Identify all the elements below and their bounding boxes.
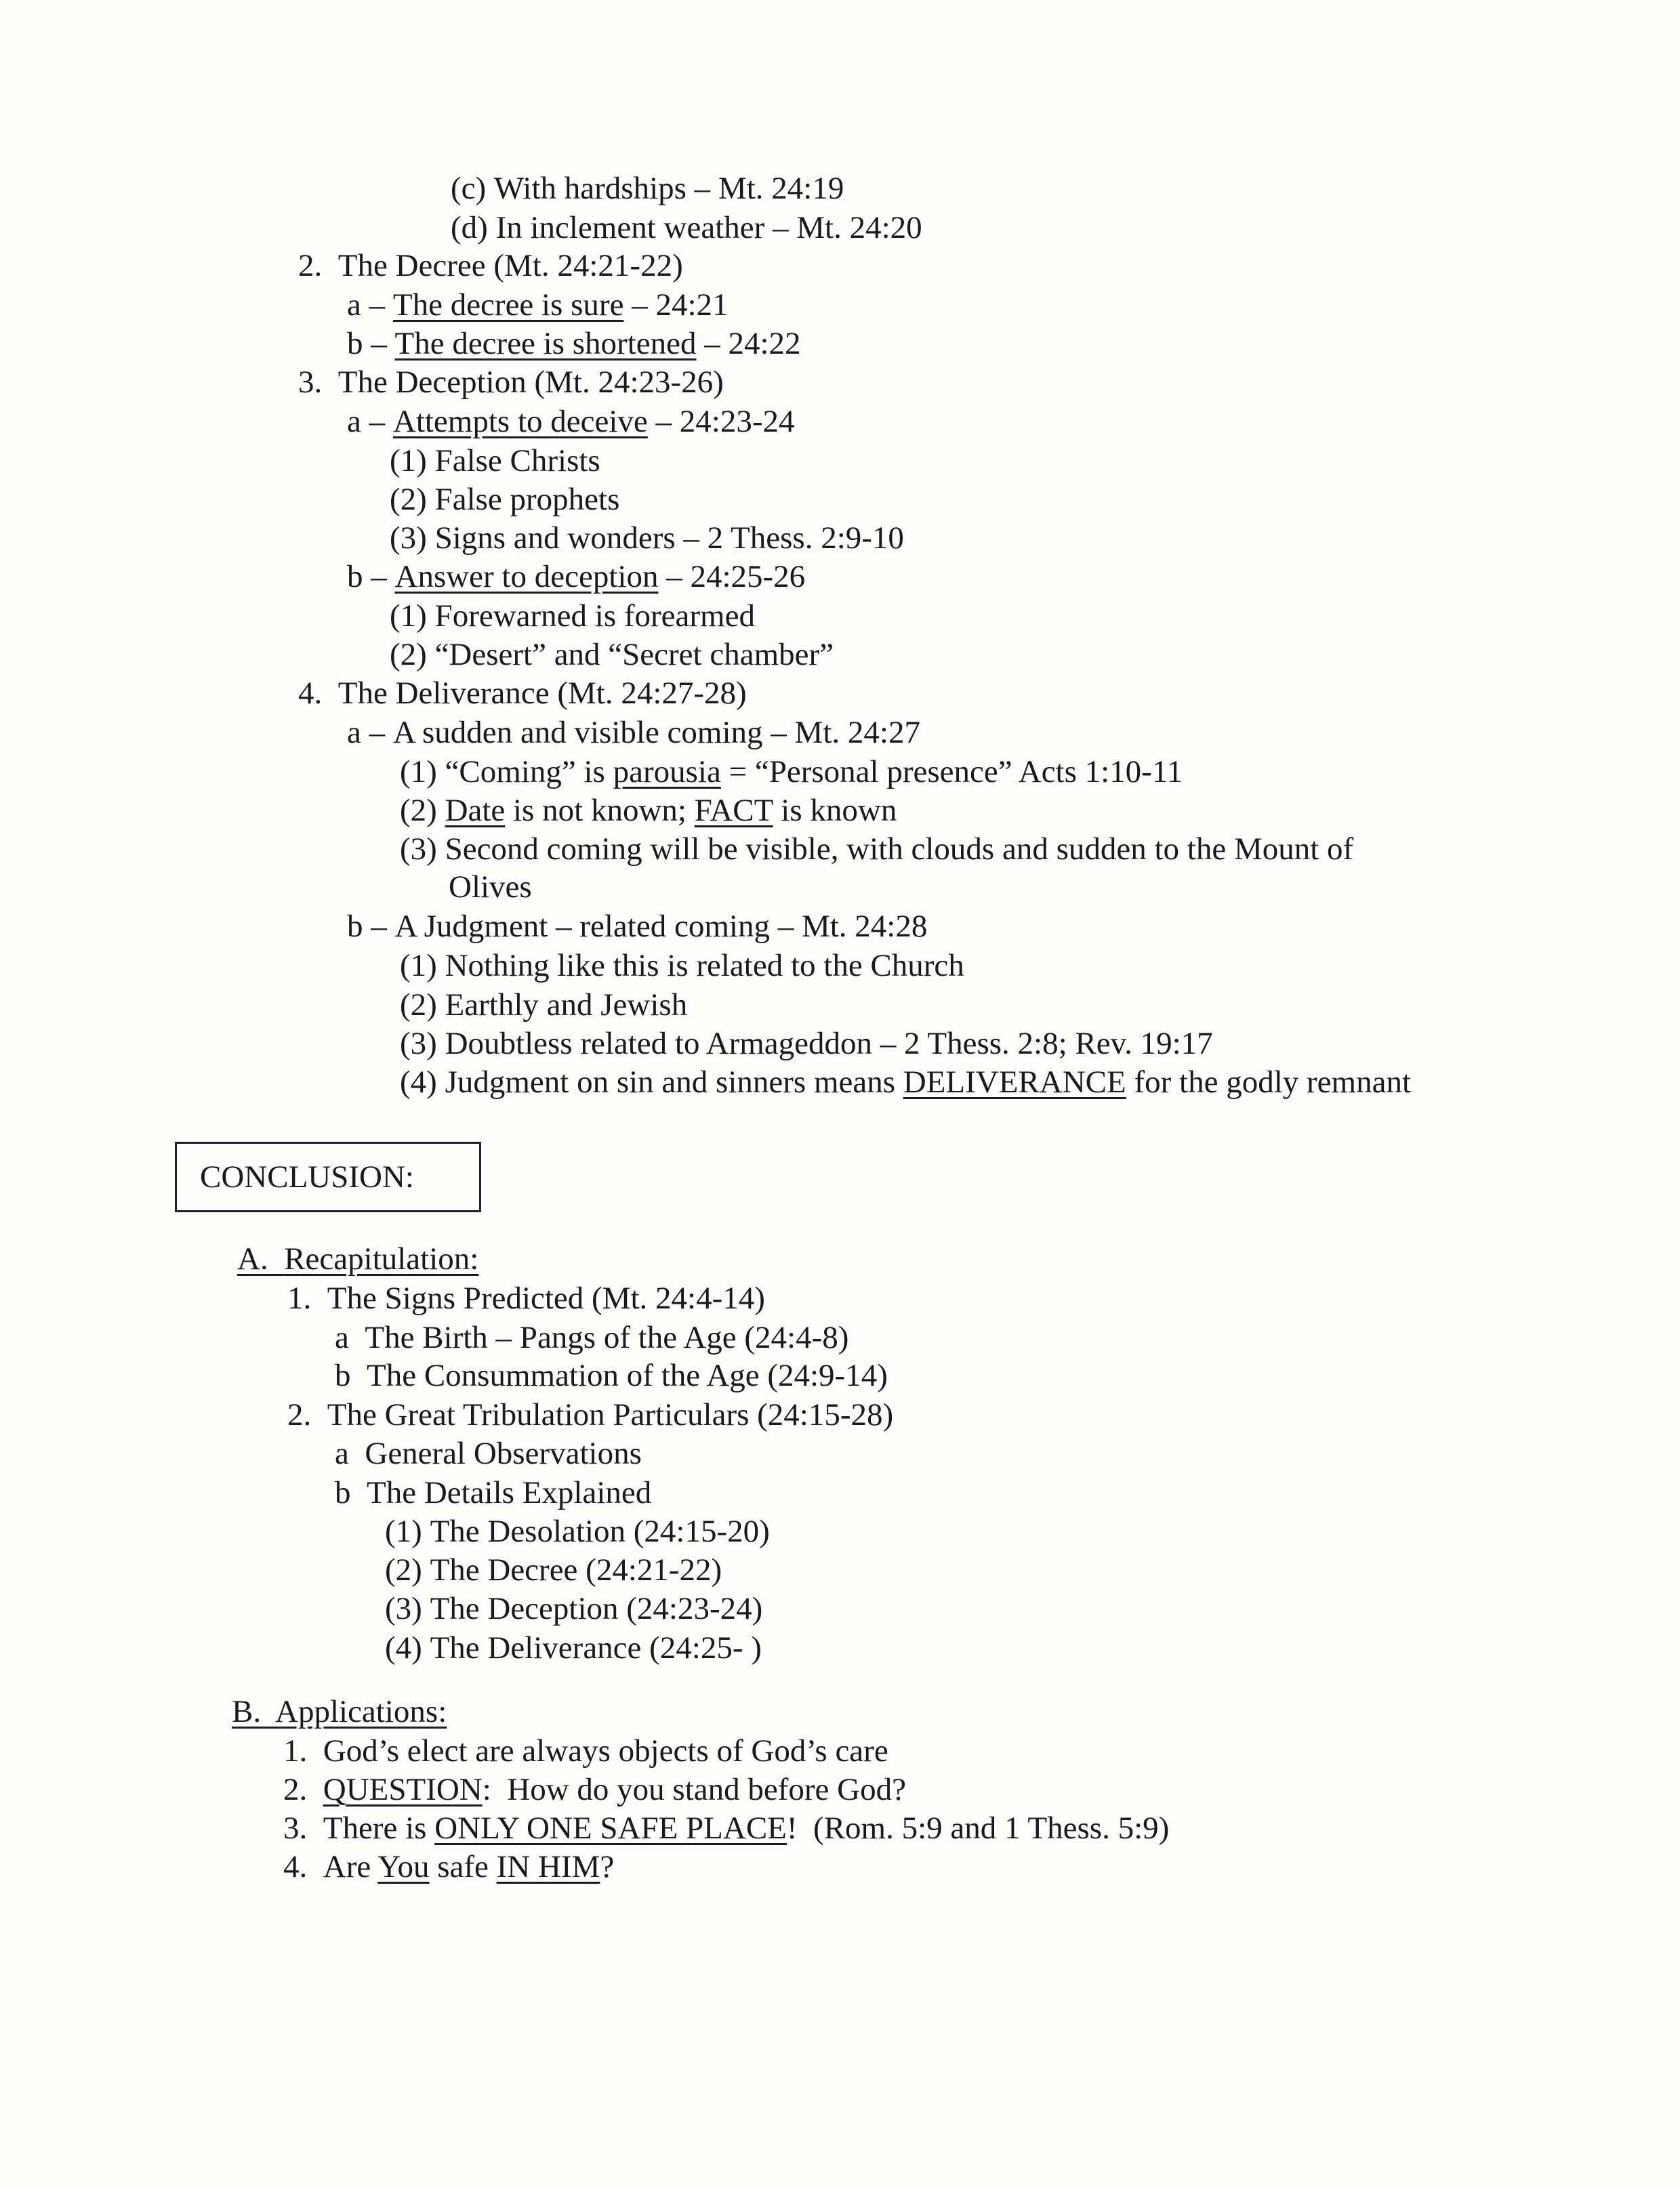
recap-item: 2. The Great Tribulation Particulars (24:15-28) — [287, 1397, 894, 1432]
outline-subitem: (1) Nothing like this is related to the Church — [400, 948, 964, 983]
recap-subitem: a General Observations — [335, 1436, 642, 1471]
recap-subitem: b The Details Explained — [335, 1475, 652, 1510]
application-item: 4. Are You safe IN HIM? — [283, 1849, 615, 1884]
outline-subitem-continuation: Olives — [449, 869, 532, 905]
recap-subitem: b The Consummation of the Age (24:9-14) — [335, 1358, 888, 1393]
outline-heading-deception: 3. The Deception (Mt. 24:23-26) — [298, 365, 724, 400]
outline-subitem: (1) False Christs — [390, 443, 600, 478]
applications-heading: B. Applications: — [232, 1694, 447, 1729]
outline-item-decree-a: a – The decree is sure – 24:21 — [347, 287, 729, 323]
application-item: 2. QUESTION: How do you stand before God? — [283, 1772, 906, 1807]
outline-subitem: (2) Date is not known; FACT is known — [400, 793, 897, 828]
outline-subitem: (1) Forewarned is forearmed — [390, 598, 755, 634]
outline-item-deliverance-b: b – A Judgment – related coming – Mt. 24:28 — [347, 909, 928, 944]
recap-detail: (1) The Desolation (24:15-20) — [385, 1514, 770, 1549]
outline-subitem: (3) Doubtless related to Armageddon – 2 Thess. 2:8; Rev. 19:17 — [400, 1026, 1213, 1061]
outline-subitem: (2) False prophets — [390, 482, 620, 517]
outline-item-deception-b: b – Answer to deception – 24:25-26 — [347, 559, 806, 594]
application-item: 3. There is ONLY ONE SAFE PLACE! (Rom. 5:9 and 1 Thess. 5:9) — [283, 1811, 1170, 1846]
outline-heading-decree: 2. The Decree (Mt. 24:21-22) — [298, 248, 683, 283]
application-item: 1. God’s elect are always objects of God’s care — [283, 1733, 888, 1769]
recapitulation-heading: A. Recapitulation: — [237, 1241, 479, 1277]
recap-detail: (3) The Deception (24:23-24) — [385, 1591, 763, 1626]
recap-item: 1. The Signs Predicted (Mt. 24:4-14) — [287, 1281, 765, 1316]
outline-subitem: (4) Judgment on sin and sinners means DELIVERANCE for the godly remnant — [400, 1065, 1412, 1100]
outline-item-d: (d) In inclement weather – Mt. 24:20 — [451, 210, 922, 245]
outline-subitem: (2) Earthly and Jewish — [400, 987, 688, 1023]
outline-item-deception-a: a – Attempts to deceive – 24:23-24 — [347, 404, 795, 439]
outline-item-c: (c) With hardships – Mt. 24:19 — [451, 171, 844, 206]
outline-subitem: (3) Second coming will be visible, with clouds and sudden to the Mount of — [400, 831, 1354, 867]
outline-subitem: (3) Signs and wonders – 2 Thess. 2:9-10 — [390, 520, 904, 556]
outline-item-deliverance-a: a – A sudden and visible coming – Mt. 24:27 — [347, 715, 920, 750]
outline-item-decree-b: b – The decree is shortened – 24:22 — [347, 326, 801, 361]
outline-subitem: (2) “Desert” and “Secret chamber” — [390, 637, 834, 672]
outline-subitem: (1) “Coming” is parousia = “Personal presence” Acts 1:10-11 — [400, 754, 1183, 789]
outline-heading-deliverance: 4. The Deliverance (Mt. 24:27-28) — [298, 676, 747, 711]
conclusion-box — [175, 1142, 481, 1212]
recap-subitem: a The Birth – Pangs of the Age (24:4-8) — [335, 1320, 849, 1355]
recap-detail: (4) The Deliverance (24:25- ) — [385, 1630, 762, 1666]
conclusion-heading: CONCLUSION: — [200, 1159, 414, 1195]
recap-detail: (2) The Decree (24:21-22) — [385, 1552, 722, 1588]
